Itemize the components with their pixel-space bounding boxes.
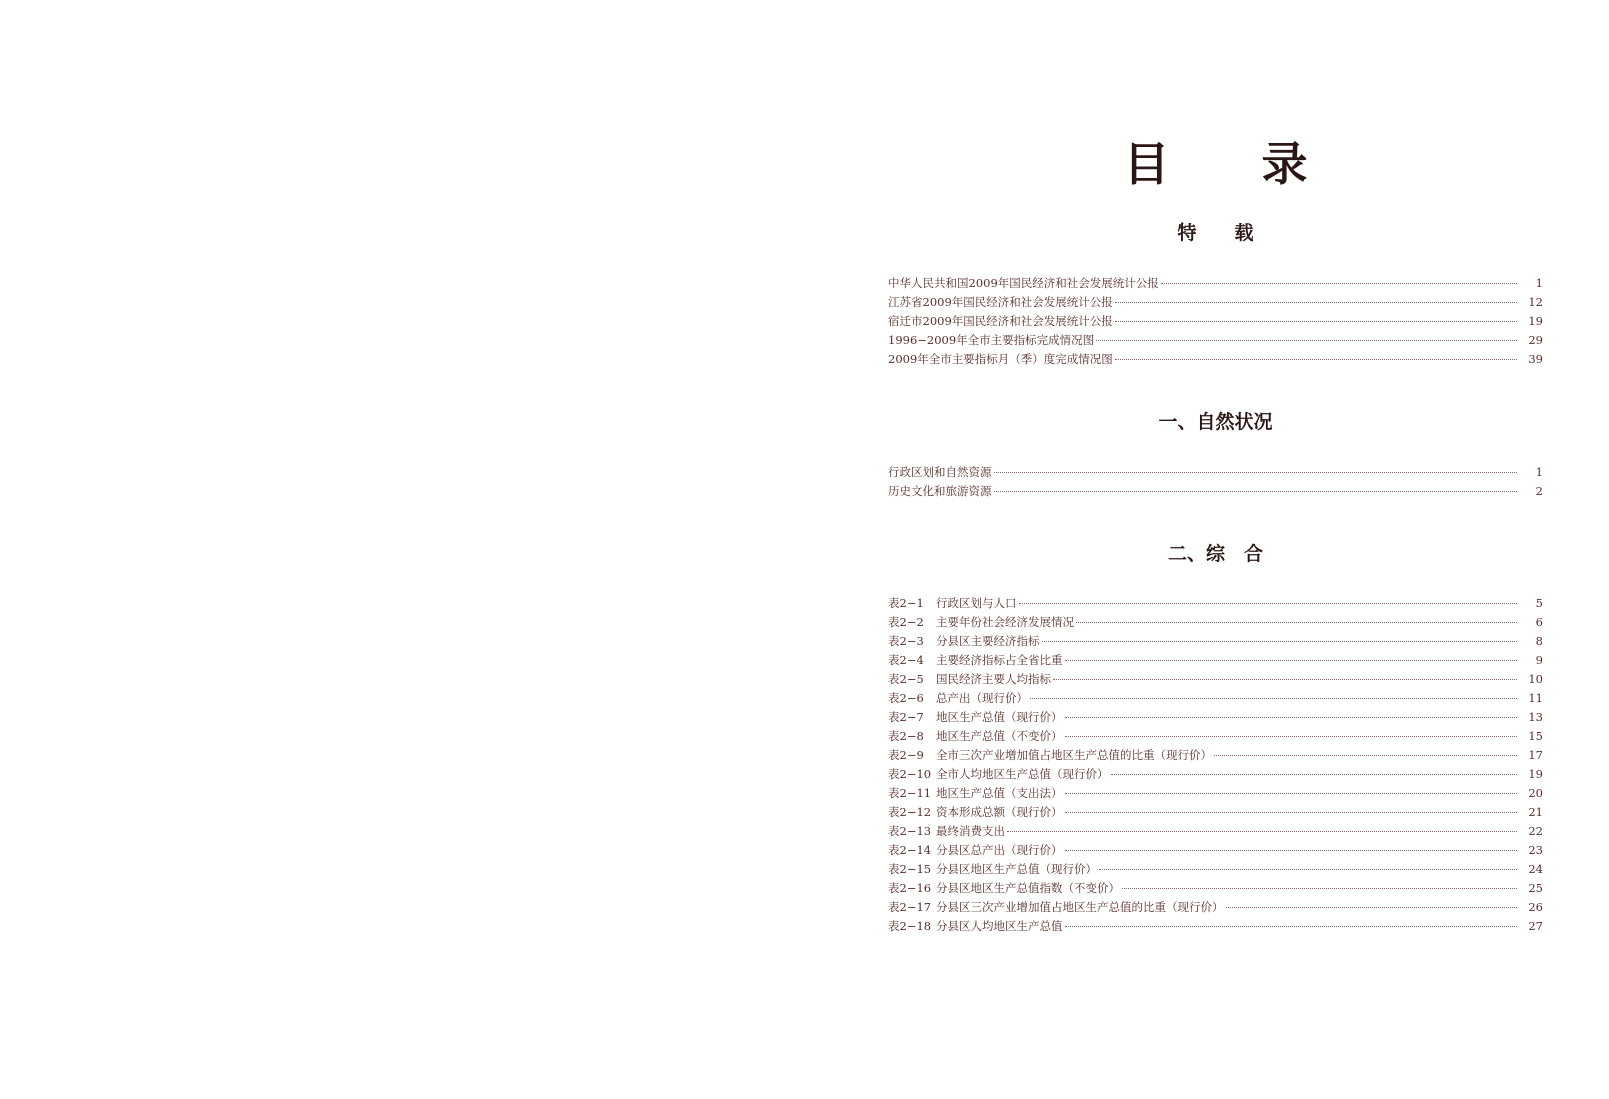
dot-leader: [1226, 907, 1518, 908]
section-heading-general: 二、综 合: [1167, 543, 1263, 565]
dot-leader: [1065, 793, 1518, 794]
toc-entry-page-number: 9: [1535, 653, 1543, 667]
dot-leader: [1161, 283, 1517, 284]
toc-entry-title: 地区生产总值（不变价）: [936, 729, 1063, 743]
toc-entry-page-number: 20: [1528, 786, 1543, 800]
dot-leader: [1111, 774, 1518, 775]
dot-leader: [994, 472, 1518, 473]
toc-entry[interactable]: [888, 765, 1543, 784]
toc-entry-code: 表2−2: [888, 615, 924, 629]
toc-entry-page-number: 19: [1528, 314, 1543, 328]
toc-entry-title: 分县区地区生产总值指数（不变价）: [936, 881, 1120, 895]
toc-entry-title: 历史文化和旅游资源: [888, 484, 992, 498]
toc-entry-title: 主要年份社会经济发展情况: [936, 615, 1074, 629]
toc-entry[interactable]: [888, 463, 1543, 482]
toc-entry-title: 总产出（现行价）: [936, 691, 1028, 705]
toc-entry-page-number: 27: [1528, 919, 1543, 933]
toc-entry-title: 1996−2009年全市主要指标完成情况图: [888, 333, 1095, 347]
toc-entry-code: 表2−12: [888, 805, 932, 819]
dot-leader: [1096, 340, 1517, 341]
toc-entry-title: 江苏省2009年国民经济和社会发展统计公报: [888, 295, 1113, 309]
toc-list-special: [888, 274, 1543, 369]
toc-entry-page-number: 11: [1528, 691, 1543, 705]
toc-entry-code: 表2−3: [888, 634, 924, 648]
dot-leader: [1065, 660, 1518, 661]
toc-entry-title: 最终消费支出: [936, 824, 1005, 838]
toc-entry-page-number: 26: [1528, 900, 1543, 914]
toc-entry-title: 中华人民共和国2009年国民经济和社会发展统计公报: [888, 276, 1159, 290]
toc-entry[interactable]: [888, 822, 1543, 841]
toc-entry-page-number: 25: [1528, 881, 1543, 895]
dot-leader: [1065, 812, 1518, 813]
toc-entry-page-number: 21: [1528, 805, 1543, 819]
dot-leader: [1115, 359, 1517, 360]
toc-entry[interactable]: [888, 350, 1543, 369]
toc-entry-title: 行政区划与人口: [936, 596, 1017, 610]
toc-entry-page-number: 13: [1528, 710, 1543, 724]
toc-entry-page-number: 1: [1535, 465, 1543, 479]
toc-entry-code: 表2−17: [888, 900, 932, 914]
toc-entry-code: 表2−15: [888, 862, 932, 876]
toc-list-natural: [888, 463, 1543, 501]
toc-entry-page-number: 8: [1535, 634, 1543, 648]
toc-entry-page-number: 1: [1535, 276, 1543, 290]
toc-entry-code: 表2−7: [888, 710, 924, 724]
dot-leader: [1007, 831, 1517, 832]
toc-entry[interactable]: [888, 613, 1543, 632]
toc-entry-code: 表2−10: [888, 767, 932, 781]
dot-leader: [1030, 698, 1517, 699]
toc-entry-page-number: 10: [1528, 672, 1543, 686]
section-heading-special: 特 载: [1177, 222, 1254, 244]
dot-leader: [994, 491, 1518, 492]
dot-leader: [1065, 850, 1518, 851]
toc-entry-page-number: 6: [1535, 615, 1543, 629]
toc-entry-code: 表2−1: [888, 596, 924, 610]
dot-leader: [1099, 869, 1517, 870]
toc-entry-title: 地区生产总值（现行价）: [936, 710, 1063, 724]
toc-entry-title: 国民经济主要人均指标: [936, 672, 1051, 686]
toc-entry-title: 分县区人均地区生产总值: [936, 919, 1063, 933]
toc-entry[interactable]: [888, 651, 1543, 670]
toc-entry-page-number: 5: [1535, 596, 1543, 610]
toc-entry-title: 宿迁市2009年国民经济和社会发展统计公报: [888, 314, 1113, 328]
toc-entry-title: 资本形成总额（现行价）: [936, 805, 1063, 819]
dot-leader: [1065, 926, 1518, 927]
toc-list-general: [888, 594, 1543, 936]
toc-entry-code: 表2−16: [888, 881, 932, 895]
toc-entry[interactable]: [888, 746, 1543, 765]
toc-entry[interactable]: [888, 689, 1543, 708]
toc-entry-page-number: 29: [1528, 333, 1543, 347]
toc-entry-title: 分县区总产出（现行价）: [936, 843, 1063, 857]
dot-leader: [1115, 321, 1517, 322]
toc-entry-title: 分县区地区生产总值（现行价）: [936, 862, 1097, 876]
toc-entry[interactable]: [888, 898, 1543, 917]
toc-entry-code: 表2−6: [888, 691, 924, 705]
dot-leader: [1122, 888, 1517, 889]
toc-entry-title: 全市人均地区生产总值（现行价）: [936, 767, 1109, 781]
toc-entry[interactable]: [888, 784, 1543, 803]
toc-entry[interactable]: [888, 632, 1543, 651]
toc-entry-code: 表2−4: [888, 653, 924, 667]
toc-entry-title: 行政区划和自然资源: [888, 465, 992, 479]
toc-entry[interactable]: [888, 841, 1543, 860]
toc-entry[interactable]: [888, 331, 1543, 350]
toc-entry[interactable]: [888, 803, 1543, 822]
toc-entry[interactable]: [888, 670, 1543, 689]
toc-entry-page-number: 22: [1528, 824, 1543, 838]
toc-entry[interactable]: [888, 293, 1543, 312]
toc-entry[interactable]: [888, 594, 1543, 613]
toc-entry-page-number: 15: [1528, 729, 1543, 743]
toc-entry-page-number: 17: [1528, 748, 1543, 762]
dot-leader: [1053, 679, 1517, 680]
dot-leader: [1214, 755, 1517, 756]
page-title: 目 录: [1123, 137, 1308, 191]
section-heading-natural: 一、自然状况: [1158, 411, 1273, 433]
toc-entry-title: 全市三次产业增加值占地区生产总值的比重（现行价）: [936, 748, 1212, 762]
dot-leader: [1019, 603, 1518, 604]
contents-page: [888, 0, 1543, 1099]
toc-entry-code: 表2−14: [888, 843, 932, 857]
toc-entry-title: 分县区三次产业增加值占地区生产总值的比重（现行价）: [936, 900, 1224, 914]
toc-entry-code: 表2−9: [888, 748, 924, 762]
toc-entry-code: 表2−5: [888, 672, 924, 686]
dot-leader: [1042, 641, 1518, 642]
toc-entry-code: 表2−11: [888, 786, 932, 800]
toc-entry-code: 表2−8: [888, 729, 924, 743]
toc-entry-page-number: 23: [1528, 843, 1543, 857]
toc-entry-page-number: 24: [1528, 862, 1543, 876]
toc-entry[interactable]: [888, 312, 1543, 331]
dot-leader: [1065, 736, 1518, 737]
toc-entry[interactable]: [888, 860, 1543, 879]
toc-entry[interactable]: [888, 727, 1543, 746]
toc-entry-page-number: 12: [1528, 295, 1543, 309]
toc-entry[interactable]: [888, 879, 1543, 898]
toc-entry-page-number: 39: [1528, 352, 1543, 366]
dot-leader: [1115, 302, 1517, 303]
toc-entry-title: 2009年全市主要指标月（季）度完成情况图: [888, 352, 1113, 366]
toc-entry[interactable]: [888, 482, 1543, 501]
toc-entry-code: 表2−18: [888, 919, 932, 933]
toc-entry-code: 表2−13: [888, 824, 932, 838]
dot-leader: [1065, 717, 1518, 718]
toc-entry-title: 主要经济指标占全省比重: [936, 653, 1063, 667]
toc-entry-title: 分县区主要经济指标: [936, 634, 1040, 648]
toc-entry[interactable]: [888, 274, 1543, 293]
toc-entry-page-number: 2: [1535, 484, 1543, 498]
toc-entry-page-number: 19: [1528, 767, 1543, 781]
toc-entry[interactable]: [888, 917, 1543, 936]
toc-entry[interactable]: [888, 708, 1543, 727]
dot-leader: [1076, 622, 1517, 623]
toc-entry-title: 地区生产总值（支出法）: [936, 786, 1063, 800]
